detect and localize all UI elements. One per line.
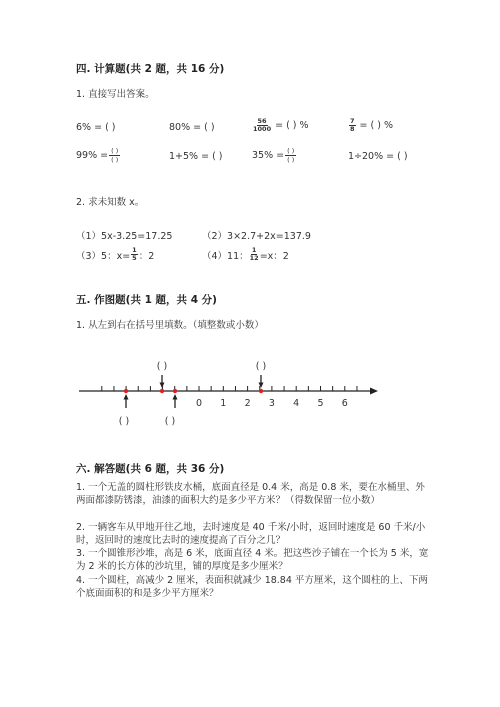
fraction-denominator: 8 [350, 125, 355, 133]
down-arrow-head-icon [160, 383, 165, 389]
question-4-1: 1. 直接写出答案。 [76, 89, 155, 100]
number-line-point [160, 389, 164, 393]
problem-3: 3. 一个圆锥形沙堆，高是 6 米，底面直径 4 米。把这些沙子铺在一个长为 5 米，宽为 2 米的长方体的沙坑里，铺的厚度是多少厘米？ [76, 548, 429, 573]
fraction-denominator: ( ) [287, 156, 295, 164]
number-line-label: 3 [268, 398, 275, 409]
up-arrow-head-icon [173, 394, 178, 400]
number-line-label: 6 [341, 398, 348, 409]
problem-4: 4. 一个圆柱，高减少 2 厘米，表面积就减少 18.84 平方厘米，这个圆柱的上、下两个底面面积的和是多少平方厘米？ [76, 575, 428, 600]
equation-2: （2）3×2.7+2x=137.9 [202, 231, 311, 242]
problem-1: 1. 一个无盖的圆柱形铁皮水桶，底面直径是 0.4 米，高是 0.8 米，要在水桶里、外两面都漆防锈漆，油漆的面积大约是多少平方米？（得数保留一位小数） [76, 482, 425, 507]
answer-item: 1÷20% = ( ) [348, 151, 408, 162]
section-4-title: 四. 计算题(共 2 题，共 16 分) [76, 63, 225, 75]
number-line-label: 0 [195, 398, 203, 409]
answer-blank: ( ) [164, 416, 176, 427]
fraction-denominator: 12 [249, 254, 259, 262]
number-line-arrow-icon [370, 388, 378, 395]
answer-item-fraction [252, 147, 297, 164]
answer-item-fraction [252, 118, 309, 133]
fraction-numerator: 1 [132, 246, 137, 254]
answer-text: = ( ) % [275, 120, 309, 131]
equation-text: =x：2 [259, 250, 289, 262]
question-5-1: 1. 从左到右在括号里填数。（填整数或小数） [76, 320, 264, 331]
number-line-label: 1 [220, 398, 227, 409]
number-line-label: 2 [244, 398, 251, 409]
answer-item-fraction [348, 118, 393, 133]
question-4-2: 2. 求未知数 x。 [76, 197, 145, 208]
answer-item-fraction [76, 147, 121, 164]
equation-3 [76, 247, 154, 262]
equation-1: （1）5x-3.25=17.25 [76, 231, 173, 242]
section-5-title: 五. 作图题(共 1 题，共 4 分) [76, 294, 217, 306]
fraction-numerator: 7 [350, 117, 355, 125]
up-arrow-head-icon [124, 394, 129, 400]
answer-item: 1+5% = ( ) [169, 151, 223, 162]
number-line-label: 4 [293, 398, 300, 409]
equation-text: （4）11： [202, 250, 249, 262]
fraction-numerator: ( ) [287, 147, 295, 155]
answer-text: = ( ) % [359, 120, 393, 131]
fraction-numerator: 1 [251, 246, 257, 254]
answer-blank: ( ) [118, 416, 130, 427]
equation-text: （3）5：x= [76, 250, 131, 262]
number-line [0, 350, 500, 440]
number-line-point [259, 389, 263, 393]
answer-blank: ( ) [156, 361, 168, 372]
equation-text: ：2 [138, 250, 155, 262]
fraction-numerator: ( ) [111, 147, 119, 155]
fraction-denominator: 5 [132, 254, 137, 262]
answer-item: 80% = ( ) [169, 122, 215, 133]
answer-blank: ( ) [255, 361, 267, 372]
answer-text: 99% = [76, 150, 109, 161]
section-6-title: 六. 解答题(共 6 题，共 36 分) [76, 463, 225, 475]
answer-text: 35% = [252, 150, 285, 161]
equation-4 [202, 247, 289, 262]
fraction-denominator: 1000 [253, 125, 272, 133]
number-line-point [124, 389, 128, 393]
answer-item: 6% = ( ) [76, 122, 116, 133]
fraction-numerator: 56 [257, 117, 267, 125]
number-line-point [173, 389, 177, 393]
fraction-denominator: ( ) [111, 156, 119, 164]
problem-2: 2. 一辆客车从甲地开往乙地，去时速度是 40 千米/小时，返回时速度是 60 千米/小时，返回时的速度比去时的速度提高了百分之几？ [76, 522, 426, 547]
number-line-label: 5 [317, 398, 324, 409]
